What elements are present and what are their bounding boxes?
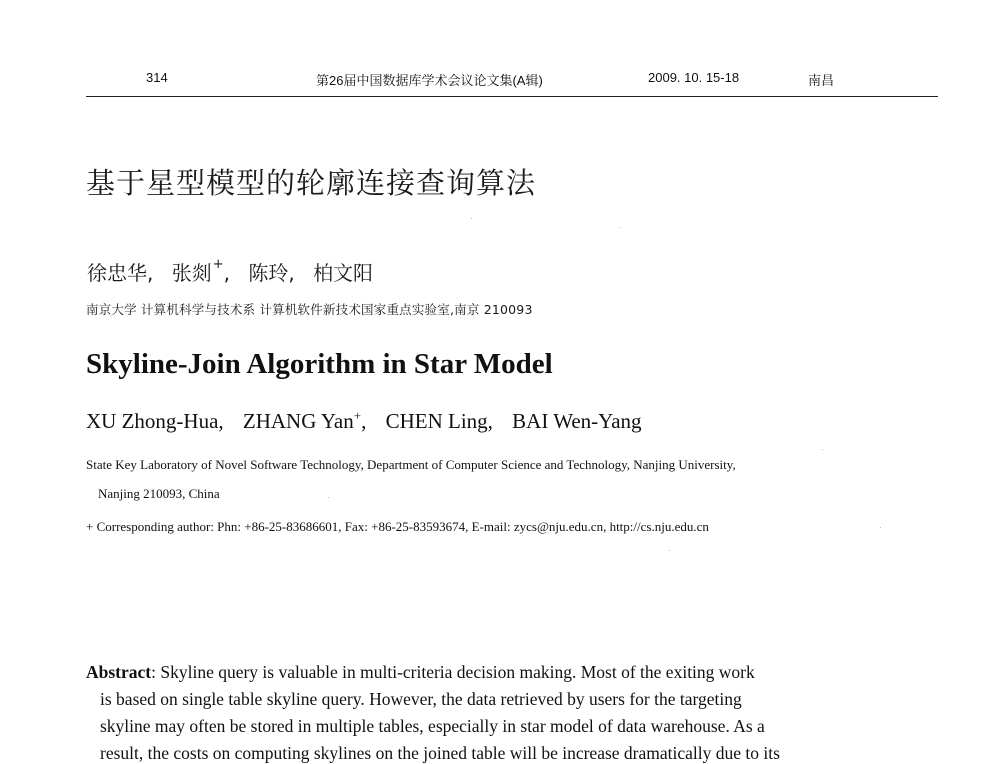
header-rule xyxy=(86,96,938,97)
conference-city: 南昌 xyxy=(808,73,835,88)
author-cn-4: 柏文阳 xyxy=(313,261,374,285)
scan-speck xyxy=(822,449,823,450)
author-en-4: BAI Wen-Yang xyxy=(512,409,642,433)
scan-speck xyxy=(669,550,670,551)
author-cn-2: 张剡 xyxy=(171,261,212,285)
affiliation-chinese: 南京大学 计算机科学与技术系 计算机软件新技术国家重点实验室,南京 210093 xyxy=(86,302,533,317)
affiliation-english-line1: State Key Laboratory of Novel Software Technology, Department of Computer Science and Technology, Nanjing University, xyxy=(86,457,736,472)
conference-date: 2009. 10. 15-18 xyxy=(648,70,740,85)
title-english: Skyline-Join Algorithm in Star Model xyxy=(86,348,553,380)
affiliation-english-line2: Nanjing 210093, China xyxy=(98,486,220,501)
author-en-2-sep: , xyxy=(361,409,367,433)
corresponding-mark-en: + xyxy=(353,408,362,423)
scan-speck xyxy=(880,527,881,528)
author-cn-2-sep: , xyxy=(223,261,230,285)
author-en-1: XU Zhong-Hua, xyxy=(86,409,224,433)
abstract-line-1-text: : Skyline query is valuable in multi-criteria decision making. Most of the exiting work xyxy=(151,662,755,682)
abstract-line-4: result, the costs on computing skylines on the joined table will be increase dramatically due to its xyxy=(100,743,780,763)
scan-speck xyxy=(619,227,620,228)
author-en-3: CHEN Ling, xyxy=(385,409,493,433)
author-cn-1: 徐忠华, xyxy=(87,261,154,285)
corresponding-author-info: + Corresponding author: Phn: +86-25-83686601, Fax: +86-25-83593674, E-mail: zycs@nju.edu.cn, http://cs.nju.edu.cn xyxy=(86,519,709,534)
title-chinese: 基于星型模型的轮廓连接查询算法 xyxy=(86,166,537,200)
corresponding-mark-cn: + xyxy=(212,257,224,272)
scan-speck xyxy=(471,218,472,219)
authors-english xyxy=(86,408,642,434)
scan-speck xyxy=(328,497,329,498)
conference-name: 第26届中国数据库学术会议论文集(A辑) xyxy=(316,73,543,88)
abstract-line-3: skyline may often be stored in multiple tables, especially in star model of data warehouse. As a xyxy=(100,716,765,736)
abstract-line-2: is based on single table skyline query. However, the data retrieved by users for the targeting xyxy=(100,689,742,709)
author-cn-3: 陈玲, xyxy=(248,261,295,285)
page-number: 314 xyxy=(146,70,168,85)
abstract-label: Abstract xyxy=(86,662,152,682)
author-en-2: ZHANG Yan xyxy=(242,409,354,433)
authors-chinese xyxy=(87,257,373,286)
abstract-line-1 xyxy=(86,662,755,683)
